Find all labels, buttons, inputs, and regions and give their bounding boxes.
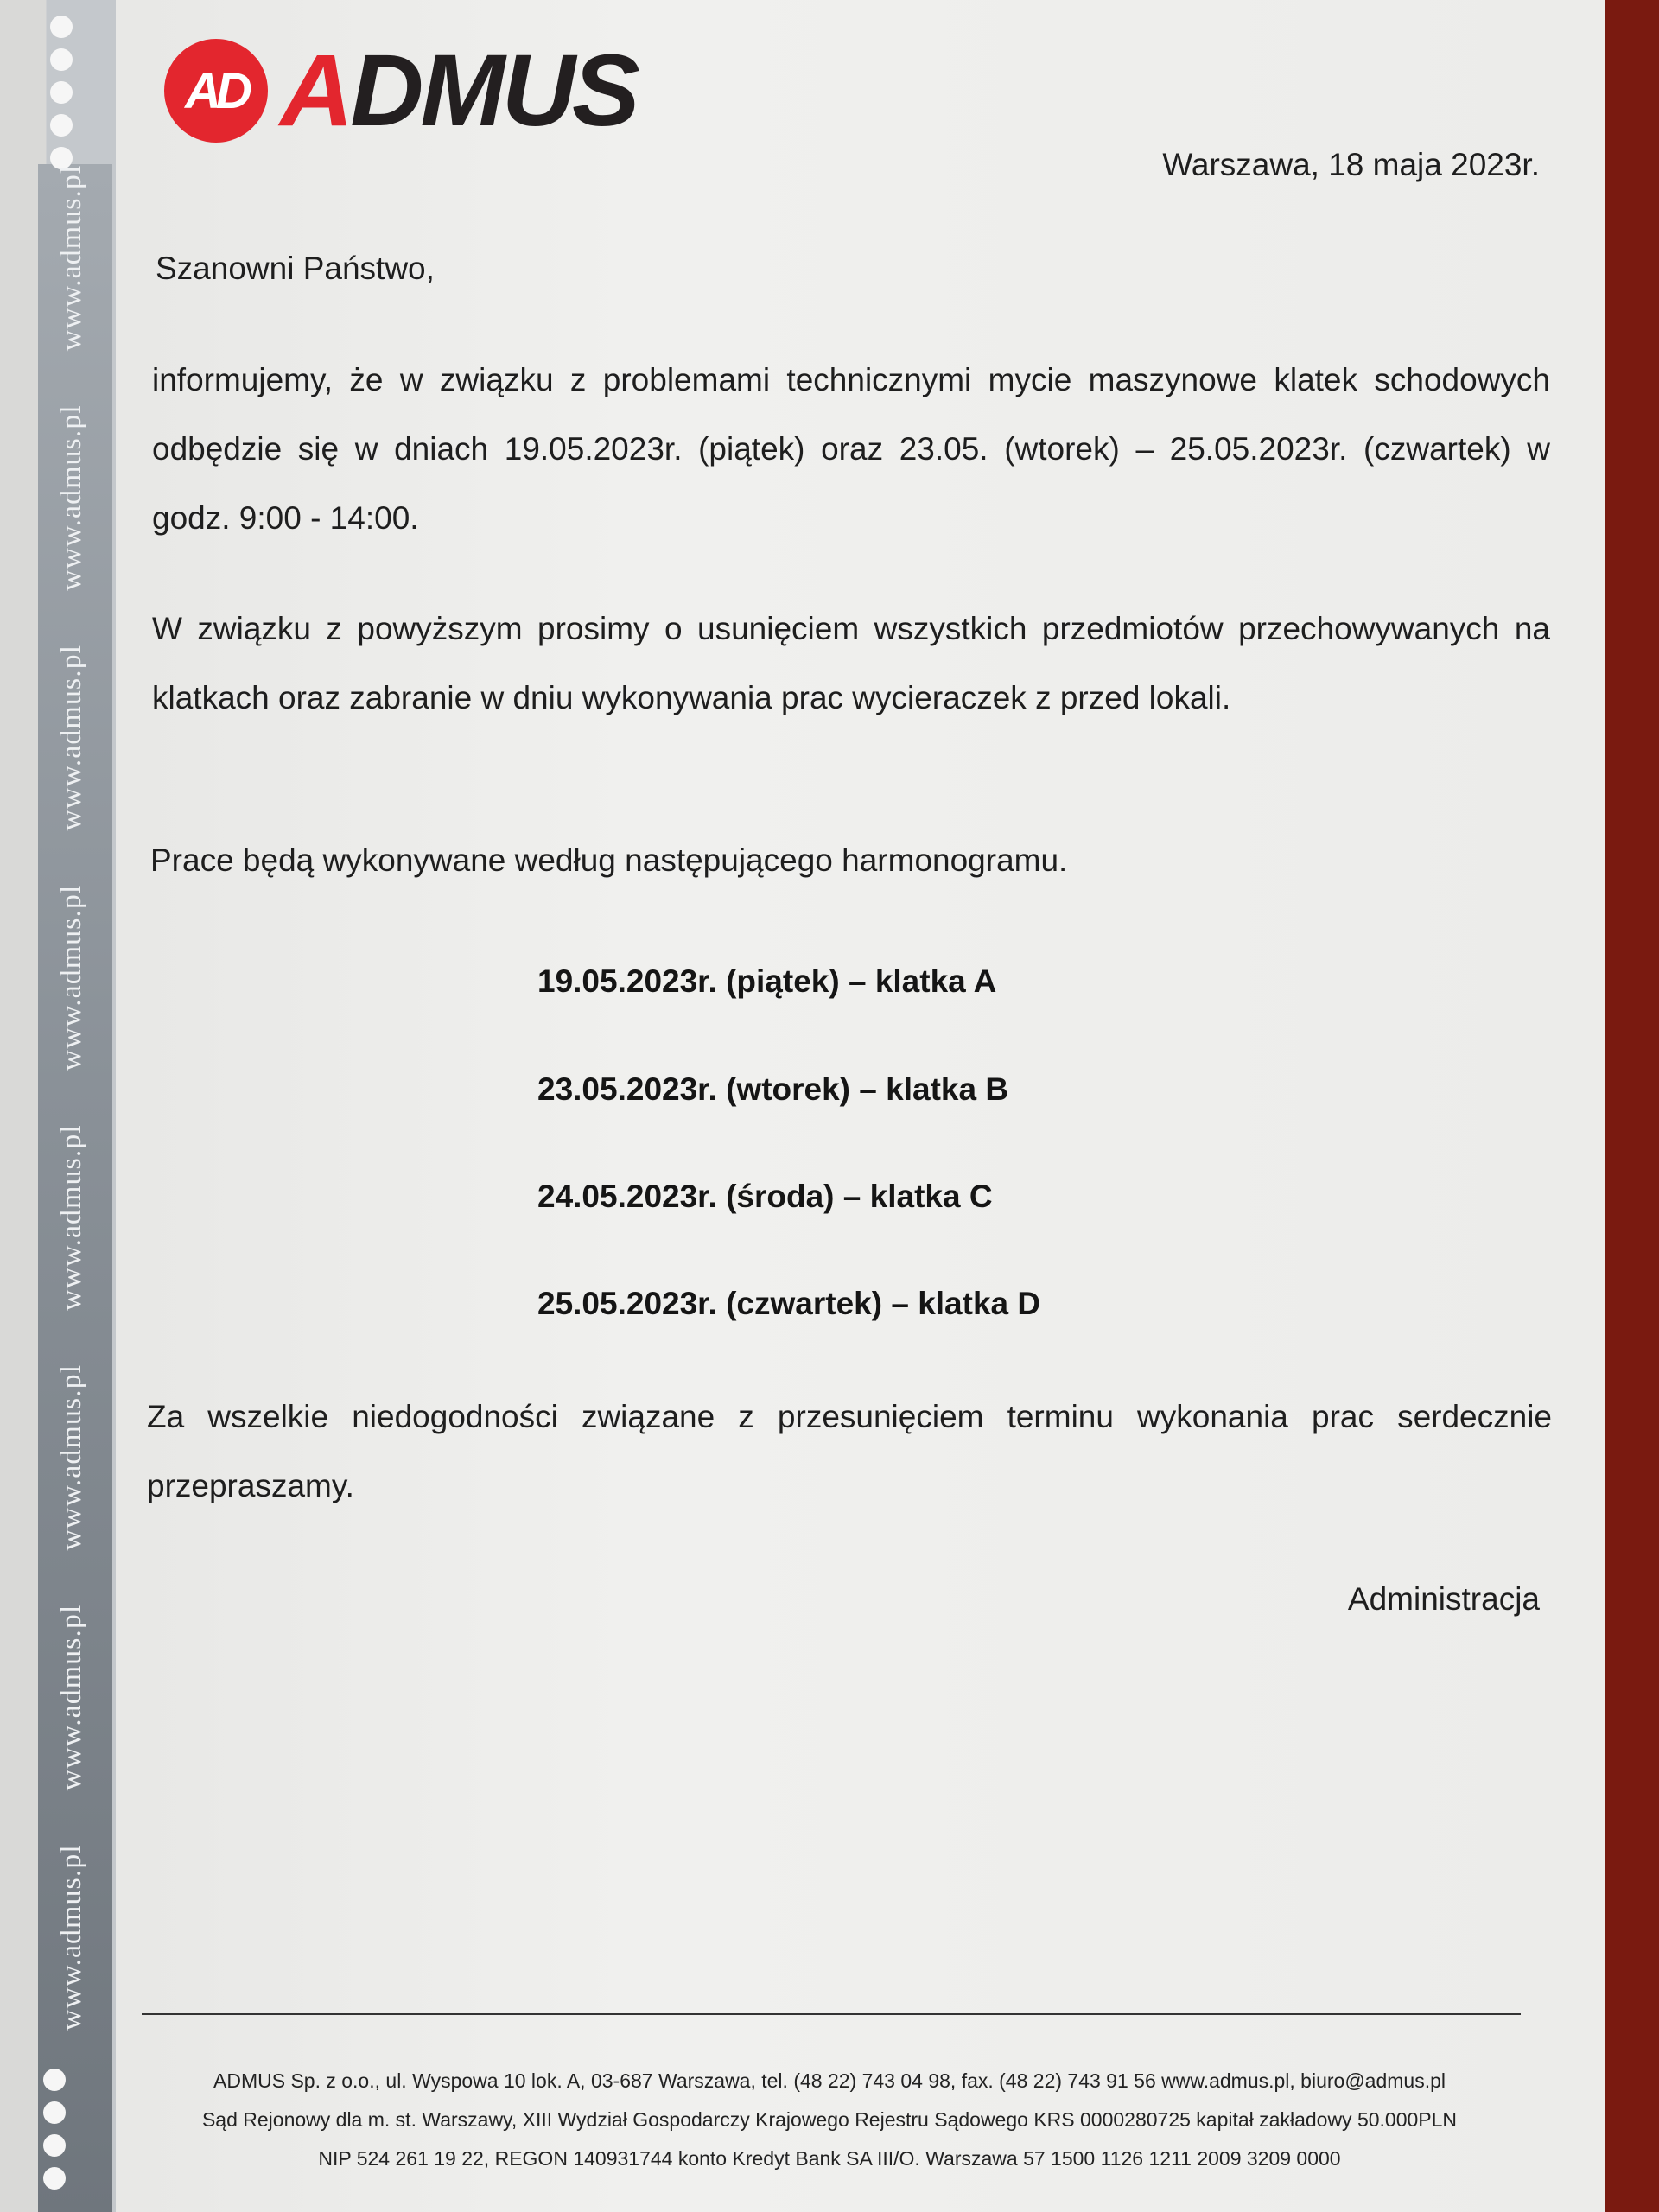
strip-url: www.admus.pl	[55, 644, 87, 831]
strip-url: www.admus.pl	[55, 404, 87, 591]
logo-badge: AD	[164, 39, 268, 143]
strip-url: www.admus.pl	[55, 884, 87, 1071]
footer-line-3: NIP 524 261 19 22, REGON 140931744 konto Kredyt Bank SA III/O. Warszawa 57 1500 1126 1211 2009 3209 0000	[318, 2147, 1341, 2170]
schedule-item: 25.05.2023r. (czwartek) – klatka D	[537, 1286, 1041, 1321]
signature: Administracja	[1347, 1581, 1540, 1617]
company-logo	[164, 35, 637, 147]
strip-url: www.admus.pl	[55, 164, 87, 352]
letter-date: Warszawa, 18 maja 2023r.	[1162, 147, 1540, 182]
footer-line-1: ADMUS Sp. z o.o., ul. Wyspowa 10 lok. A, 03-687 Warszawa, tel. (48 22) 743 04 98, fax. (48 22) 743 91 56 www.admus.pl, biuro@admus.pl	[213, 2069, 1446, 2092]
schedule-item: 24.05.2023r. (środa) – klatka C	[537, 1179, 993, 1214]
schedule-item: 23.05.2023r. (wtorek) – klatka B	[537, 1071, 1009, 1107]
footer-line-2: Sąd Rejonowy dla m. st. Warszawy, XIII Wydział Gospodarczy Krajowego Rejestru Sądowego KRS 0000280725 kapitał zakładowy 50.000PLN	[201, 2108, 1458, 2131]
paragraph-2: W związku z powyższym prosimy o usunięciem wszystkich przedmiotów przechowywanych na klatkach oraz zabranie w dniu wykonywania prac wycieraczek z przed lokali.	[152, 611, 1550, 715]
paragraph-3: Prace będą wykonywane według następującego harmonogramu.	[150, 842, 1068, 878]
paragraph-1: informujemy, że w związku z problemami technicznymi mycie maszynowe klatek schodowych odbędzie się w dniach 19.05.2023r. (piątek) oraz 23.05. (wtorek) – 25.05.2023r. (czwartek) w godz. 9:00 - 14:00.	[152, 362, 1550, 536]
schedule-item: 19.05.2023r. (piątek) – klatka A	[537, 963, 997, 999]
side-strip-text	[55, 111, 88, 2031]
strip-url: www.admus.pl	[55, 1363, 87, 1551]
side-strip-dots-bottom	[43, 2069, 66, 2190]
strip-url: www.admus.pl	[55, 1604, 87, 1791]
logo-wordmark: ADMUS	[280, 34, 637, 148]
paragraph-4: Za wszelkie niedogodności związane z przesunięciem terminu wykonania prac serdecznie przepraszamy.	[147, 1399, 1552, 1503]
strip-url: www.admus.pl	[55, 1844, 87, 2031]
strip-url: www.admus.pl	[55, 1124, 87, 1311]
side-strip	[0, 0, 116, 2212]
letter-greeting: Szanowni Państwo,	[156, 251, 435, 286]
footer-divider	[142, 2013, 1521, 2015]
